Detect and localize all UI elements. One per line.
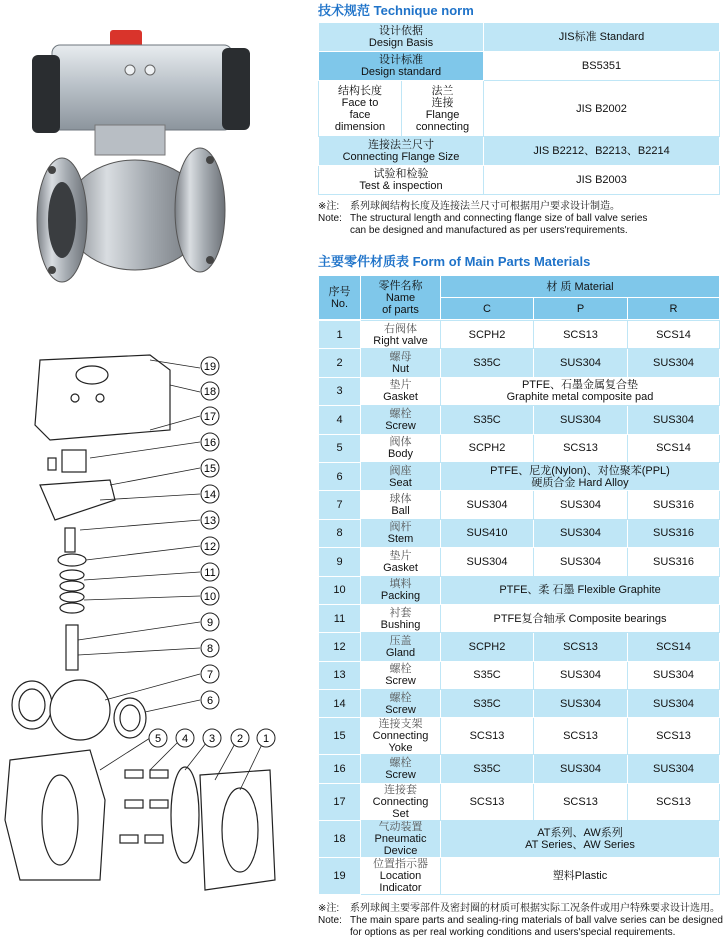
material-c: SCPH2: [441, 633, 534, 661]
technique-note: ※注: 系列球阀结构长度及连接法兰尺寸可根据用户要求设计制造。 Note: The structural length and connecting flange size of ball valve series can be designed and manufactured as per users'requirements.: [318, 201, 648, 236]
materials-title: 主要零件材质表 Form of Main Parts Materials: [318, 254, 591, 269]
technique-norm-title: 技术规范 Technique norm: [318, 3, 474, 18]
material-c: SCPH2: [441, 434, 534, 462]
callout-5: [149, 729, 167, 747]
row-number: 3: [319, 377, 361, 405]
header-no: 序号 No.: [319, 276, 361, 320]
part-name: 螺栓 Screw: [361, 661, 441, 689]
part-name: 气动装置 Pneumatic Device: [361, 820, 441, 857]
value-cell: JIS B2003: [484, 166, 720, 195]
row-number: 14: [319, 690, 361, 718]
table-row: [319, 491, 720, 519]
material-r: SUS316: [628, 519, 720, 547]
material-p: SUS304: [534, 519, 628, 547]
label-cell: 试验和检验 Test & inspection: [319, 166, 484, 195]
part-name: 垫片 Gasket: [361, 548, 441, 576]
value-cell: JIS B2002: [484, 81, 720, 137]
part-name: 衬套 Bushing: [361, 604, 441, 632]
table-row: [319, 321, 720, 349]
material-r: SUS304: [628, 661, 720, 689]
material-c: SUS304: [441, 491, 534, 519]
table-row: [319, 137, 720, 166]
callout-10: [201, 587, 219, 605]
material-c: SUS410: [441, 519, 534, 547]
callout-17: [201, 407, 219, 425]
callout-7: [201, 665, 219, 683]
material-c: S35C: [441, 755, 534, 783]
svg-text:9: 9: [206, 617, 214, 629]
table-row: [319, 661, 720, 689]
callout-2: [231, 729, 249, 747]
row-number: 7: [319, 491, 361, 519]
header-material: 材 质 Material: [441, 276, 720, 298]
material-p: SUS304: [534, 548, 628, 576]
part-name: 阀座 Seat: [361, 462, 441, 490]
svg-text:11: 11: [204, 567, 216, 579]
header-r: R: [628, 298, 720, 320]
material-r: SCS14: [628, 633, 720, 661]
svg-text:5: 5: [154, 733, 162, 745]
materials-rows: [318, 320, 720, 895]
row-number: 6: [319, 462, 361, 490]
svg-text:17: 17: [203, 411, 217, 423]
svg-text:10: 10: [203, 591, 217, 603]
table-row: [319, 604, 720, 632]
value-cell: BS5351: [484, 52, 720, 81]
svg-text:2: 2: [236, 733, 244, 745]
part-name: 螺栓 Screw: [361, 755, 441, 783]
material-p: SUS304: [534, 349, 628, 377]
callout-15: [201, 459, 219, 477]
material-p: SCS13: [534, 718, 628, 755]
label-cell: 设计标准 Design standard: [319, 52, 484, 81]
row-number: 17: [319, 783, 361, 820]
material-r: SUS316: [628, 548, 720, 576]
material-span: PTFE、石墨金属复合垫 Graphite metal composite pad: [441, 377, 720, 405]
materials-table: [318, 275, 720, 320]
part-name: 螺栓 Screw: [361, 406, 441, 434]
row-number: 11: [319, 604, 361, 632]
material-r: SUS316: [628, 491, 720, 519]
row-number: 4: [319, 406, 361, 434]
material-p: SUS304: [534, 661, 628, 689]
table-row: [319, 81, 720, 137]
label-cell: 连接法兰尺寸 Connecting Flange Size: [319, 137, 484, 166]
part-name: 球体 Ball: [361, 491, 441, 519]
label-cell: 设计依据 Design Basis: [319, 23, 484, 52]
table-row: [319, 857, 720, 894]
svg-text:6: 6: [206, 695, 214, 707]
material-c: S35C: [441, 690, 534, 718]
table-row: [319, 783, 720, 820]
product-photo: [32, 30, 250, 282]
svg-text:13: 13: [203, 515, 217, 527]
header-name: 零件名称 Name of parts: [361, 276, 441, 320]
table-row: [319, 434, 720, 462]
material-span: AT系列、AW系列 AT Series、AW Series: [441, 820, 720, 857]
svg-text:15: 15: [203, 463, 217, 475]
table-row: [319, 519, 720, 547]
table-row: [319, 23, 720, 52]
row-number: 19: [319, 857, 361, 894]
material-c: SCS13: [441, 783, 534, 820]
technique-norm-table: [318, 22, 720, 195]
table-row: [319, 377, 720, 405]
part-name: 螺栓 Screw: [361, 690, 441, 718]
material-c: S35C: [441, 349, 534, 377]
material-span: PTFE复合轴承 Composite bearings: [441, 604, 720, 632]
value-cell: JIS B2212、B2213、B2214: [484, 137, 720, 166]
material-r: SCS13: [628, 718, 720, 755]
row-number: 15: [319, 718, 361, 755]
callout-3: [203, 729, 221, 747]
spec-panel: [318, 0, 723, 939]
material-p: SUS304: [534, 406, 628, 434]
exploded-diagram: [5, 355, 275, 890]
material-r: SUS304: [628, 349, 720, 377]
svg-text:7: 7: [206, 669, 214, 681]
part-name: 垫片 Gasket: [361, 377, 441, 405]
header-c: C: [441, 298, 534, 320]
table-row: [319, 820, 720, 857]
material-p: SCS13: [534, 434, 628, 462]
table-row: [319, 406, 720, 434]
callout-13: [201, 511, 219, 529]
material-p: SUS304: [534, 690, 628, 718]
material-r: SUS304: [628, 755, 720, 783]
table-row: [319, 548, 720, 576]
svg-text:19: 19: [203, 361, 217, 373]
callout-8: [201, 639, 219, 657]
valve-illustration: [0, 0, 312, 926]
svg-text:16: 16: [203, 437, 217, 449]
table-row: [319, 349, 720, 377]
material-span: PTFE、柔 石墨 Flexible Graphite: [441, 576, 720, 604]
svg-text:8: 8: [206, 643, 214, 655]
material-span: PTFE、尼龙(Nylon)、对位聚苯(PPL) 硬质合金 Hard Alloy: [441, 462, 720, 490]
part-name: 阀杆 Stem: [361, 519, 441, 547]
material-p: SCS13: [534, 633, 628, 661]
part-name: 连接套 Connecting Set: [361, 783, 441, 820]
table-row: [319, 166, 720, 195]
svg-text:3: 3: [208, 733, 216, 745]
part-name: 螺母 Nut: [361, 349, 441, 377]
table-row: [319, 633, 720, 661]
callout-4: [176, 729, 194, 747]
row-number: 9: [319, 548, 361, 576]
material-c: SCS13: [441, 718, 534, 755]
material-span: 塑料Plastic: [441, 857, 720, 894]
material-p: SCS13: [534, 783, 628, 820]
materials-note: ※注: 系列球阀主要零部件及密封圈的材质可根据实际工况条件或用户特殊要求设计选用。 Note: The main spare parts and sealing-ring materials of ball valve series can be designed for options as per real working conditions and users'special requirements.: [318, 902, 723, 938]
material-c: SUS304: [441, 548, 534, 576]
svg-text:18: 18: [203, 386, 217, 398]
part-name: 连接支架 Connecting Yoke: [361, 718, 441, 755]
row-number: 8: [319, 519, 361, 547]
material-r: SCS14: [628, 434, 720, 462]
material-p: SCS13: [534, 321, 628, 349]
callout-9: [201, 613, 219, 631]
table-row: [319, 576, 720, 604]
svg-text:12: 12: [203, 541, 217, 553]
table-header-row: [319, 276, 720, 298]
sublabel-cell: 法兰 连接 Flange connecting: [402, 81, 484, 137]
row-number: 12: [319, 633, 361, 661]
label-cell: 结构长度 Face to face dimension: [319, 81, 402, 137]
header-p: P: [534, 298, 628, 320]
svg-text:14: 14: [203, 489, 217, 501]
material-r: SCS13: [628, 783, 720, 820]
row-number: 16: [319, 755, 361, 783]
row-number: 1: [319, 321, 361, 349]
material-c: S35C: [441, 661, 534, 689]
callout-1: [257, 729, 275, 747]
table-row: [319, 462, 720, 490]
callout-11: [201, 563, 219, 581]
row-number: 13: [319, 661, 361, 689]
callout-16: [201, 433, 219, 451]
table-row: [319, 755, 720, 783]
material-c: S35C: [441, 406, 534, 434]
material-p: SUS304: [534, 755, 628, 783]
material-c: SCPH2: [441, 321, 534, 349]
row-number: 18: [319, 820, 361, 857]
row-number: 5: [319, 434, 361, 462]
material-r: SUS304: [628, 690, 720, 718]
value-cell: JIS标准 Standard: [484, 23, 720, 52]
callout-12: [201, 537, 219, 555]
part-name: 位置指示器 Location Indicator: [361, 857, 441, 894]
table-row: [319, 52, 720, 81]
material-p: SUS304: [534, 491, 628, 519]
row-number: 2: [319, 349, 361, 377]
part-name: 右阀体 Right valve: [361, 321, 441, 349]
part-name: 压盖 Gland: [361, 633, 441, 661]
svg-text:1: 1: [262, 733, 270, 745]
material-r: SUS304: [628, 406, 720, 434]
callout-14: [201, 485, 219, 503]
row-number: 10: [319, 576, 361, 604]
callout-19: [201, 357, 219, 375]
material-r: SCS14: [628, 321, 720, 349]
part-name: 填料 Packing: [361, 576, 441, 604]
part-name: 阀体 Body: [361, 434, 441, 462]
table-row: [319, 718, 720, 755]
svg-text:4: 4: [181, 733, 189, 745]
table-row: [319, 690, 720, 718]
callout-6: [201, 691, 219, 709]
illustration-panel: [0, 0, 312, 926]
callout-18: [201, 382, 219, 400]
